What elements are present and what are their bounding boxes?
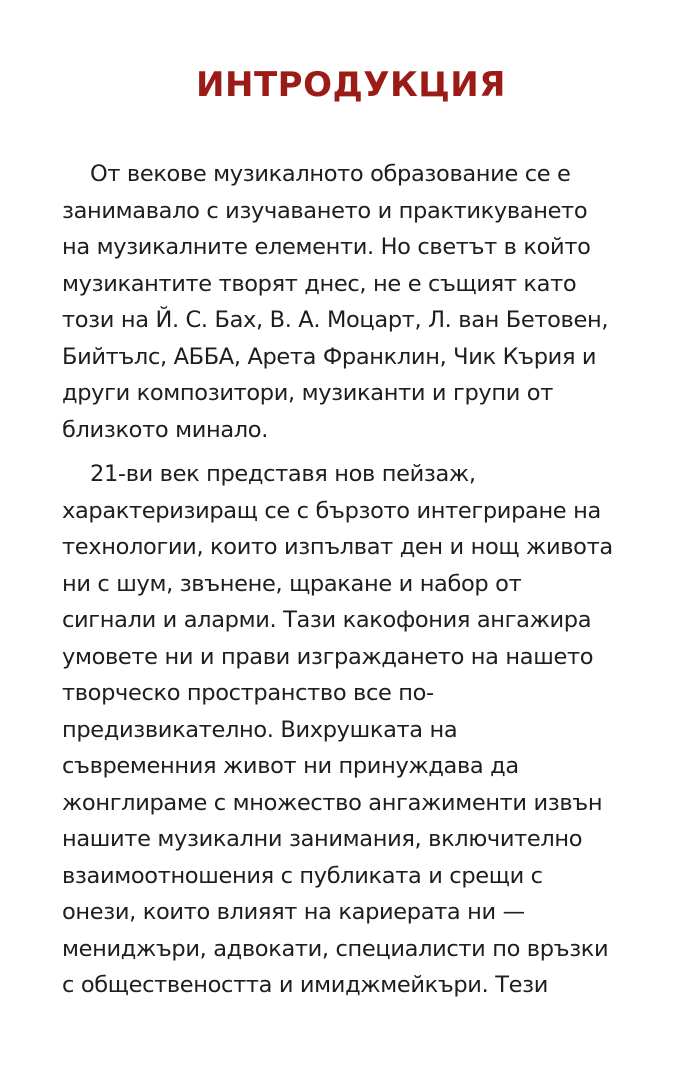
- text-line: Бийтълс, АББА, Арета Франклин, Чик Кърия и: [62, 343, 597, 370]
- text-line: предизвикателно. Вихрушката на: [62, 716, 458, 743]
- text-line: 21-ви век представя нов пейзаж,: [90, 461, 476, 487]
- paragraph-2: [62, 456, 640, 1004]
- text-line: взаимоотношения с публиката и срещи с: [62, 862, 543, 889]
- text-line: на музикалните елементи. Но светът в който: [62, 234, 591, 260]
- text-line: ни с шум, звънене, щракане и набор от: [62, 570, 522, 597]
- text-line: умовете ни и прави изграждането на нашето: [62, 643, 594, 670]
- text-line: занимавало с изучаването и практикуването: [62, 197, 588, 224]
- text-line: този на Й. С. Бах, В. А. Моцарт, Л. ван Бетовен,: [62, 307, 609, 333]
- text-line: творческо пространство все по-: [62, 680, 434, 706]
- text-line: сигнали и аларми. Тази какофония ангажира: [62, 607, 592, 633]
- text-line: нашите музикални занимания, включително: [62, 826, 583, 852]
- text-line: близкото минало.: [62, 416, 269, 443]
- paragraph-1: [62, 156, 640, 448]
- chapter-body: [62, 156, 640, 1004]
- text-line: съвременния живот ни принуждава да: [62, 753, 519, 779]
- text-line: с обществеността и имиджмейкъри. Тези: [62, 972, 548, 998]
- text-line: От векове музикалното образование се е: [90, 161, 571, 187]
- text-line: мениджъри, адвокати, специалисти по връзки: [62, 935, 609, 962]
- text-line: жонглираме с множество ангажименти извън: [62, 789, 603, 816]
- text-line: други композитори, музиканти и групи от: [62, 380, 553, 406]
- text-line: технологии, които изпълват ден и нощ живота: [62, 534, 613, 560]
- text-line: музикантите творят днес, не е същият като: [62, 270, 577, 297]
- chapter-title: ИНТРОДУКЦИЯ: [196, 65, 506, 105]
- text-line: онези, които влияят на кариерата ни —: [62, 899, 525, 925]
- text-line: характеризиращ се с бързото интегриране на: [62, 497, 601, 524]
